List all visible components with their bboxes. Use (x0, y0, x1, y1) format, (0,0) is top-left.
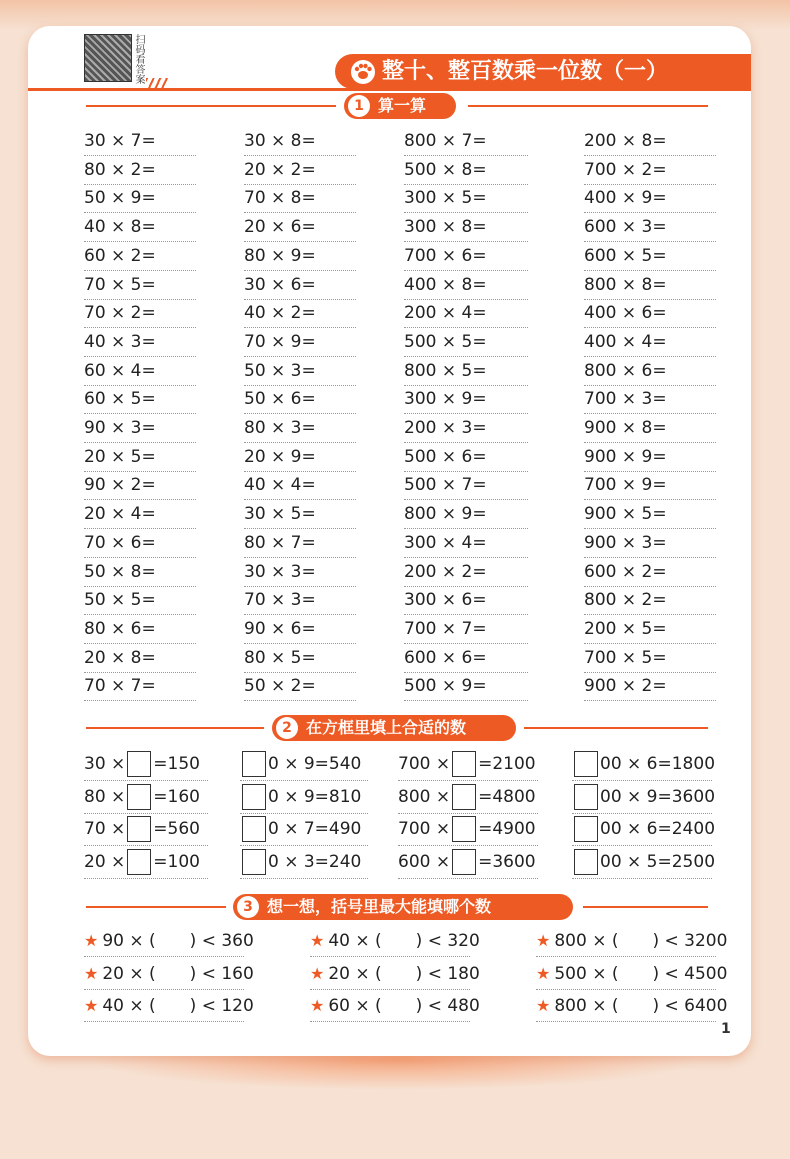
star-icon: ★ (310, 996, 325, 1015)
calc-problem[interactable]: 50 × 9= (84, 184, 196, 213)
calc-problem[interactable]: 20 × 4= (84, 500, 196, 529)
section3-line-left (86, 906, 226, 908)
calc-problem[interactable]: 800 × 2= (584, 586, 716, 615)
calc-problem[interactable]: 700 × 6= (404, 242, 528, 271)
problem-suffix: =150 (153, 754, 200, 774)
calc-problem[interactable]: 70 × 2= (84, 299, 196, 328)
inequality-problem[interactable] (84, 959, 254, 990)
star-icon: ★ (84, 963, 99, 983)
problem-prefix: 80 × (84, 786, 126, 807)
inequality-problem[interactable] (310, 926, 480, 957)
calc-problem[interactable]: 300 × 8= (404, 213, 528, 242)
fill-box-problem (398, 846, 538, 879)
calc-problem[interactable]: 50 × 2= (244, 672, 356, 701)
inequality-problem[interactable] (536, 991, 728, 1022)
answer-box[interactable] (452, 849, 476, 875)
section1-title: 算一算 (378, 96, 427, 115)
calc-problem[interactable]: 600 × 5= (584, 242, 716, 271)
calc-problem[interactable]: 70 × 3= (244, 586, 356, 615)
calc-problem[interactable]: 80 × 7= (244, 529, 356, 558)
inequality-problem[interactable] (536, 926, 728, 957)
calc-problem[interactable]: 800 × 8= (584, 271, 716, 300)
problem-suffix: 0 × 9=540 (268, 754, 362, 774)
calc-problem[interactable]: 30 × 7= (84, 127, 196, 156)
star-icon: ★ (310, 931, 325, 950)
calc-problem[interactable]: 900 × 9= (584, 443, 716, 472)
inequality-problem[interactable] (84, 926, 254, 957)
star-icon: ★ (310, 963, 325, 983)
page-number: 1 (721, 1021, 731, 1037)
fill-box-problem (240, 813, 368, 846)
fill-box-problem (572, 846, 716, 879)
problem-suffix: 00 × 6=2400 (600, 819, 716, 839)
problem-suffix: 00 × 5=2500 (600, 851, 716, 872)
calc-problem[interactable]: 700 × 9= (584, 471, 716, 500)
calc-problem[interactable]: 60 × 5= (84, 385, 196, 414)
calc-problem[interactable]: 90 × 6= (244, 615, 356, 644)
star-icon: ★ (84, 931, 99, 950)
section2-line-right (524, 727, 708, 729)
calc-problem[interactable]: 70 × 9= (244, 328, 356, 357)
problem-suffix: 00 × 6=1800 (600, 754, 716, 774)
calc-problem[interactable]: 700 × 5= (584, 644, 716, 673)
inequality-problem[interactable] (310, 959, 480, 990)
calc-problem[interactable]: 800 × 5= (404, 357, 528, 386)
section2-line-left (86, 727, 264, 729)
answer-box[interactable] (242, 751, 266, 777)
calc-problem[interactable]: 50 × 5= (84, 586, 196, 615)
problem-suffix: 0 × 9=810 (268, 786, 362, 807)
calc-problem[interactable]: 800 × 6= (584, 357, 716, 386)
problem-suffix: =160 (153, 786, 200, 807)
calc-problem[interactable]: 800 × 9= (404, 500, 528, 529)
problem-suffix: =100 (153, 851, 200, 872)
problem-prefix: 20 × (84, 851, 126, 872)
calc-problem[interactable]: 30 × 5= (244, 500, 356, 529)
calc-problem[interactable]: 50 × 3= (244, 357, 356, 386)
page-title: 整十、整百数乘一位数（一） (382, 59, 669, 84)
section2-header (272, 715, 516, 741)
fill-box-problem (572, 748, 716, 781)
answer-box[interactable] (127, 816, 151, 842)
answer-box[interactable] (574, 784, 598, 810)
inequality-text: 90 × ( ) < 360 (102, 931, 254, 951)
calc-problem[interactable]: 500 × 7= (404, 471, 528, 500)
calc-problem[interactable]: 300 × 4= (404, 529, 528, 558)
answer-box[interactable] (574, 816, 598, 842)
calc-problem[interactable]: 200 × 8= (584, 127, 716, 156)
problem-prefix: 30 × (84, 754, 126, 774)
inequality-problem[interactable] (310, 991, 480, 1022)
worksheet-page (28, 26, 751, 1056)
calc-problem[interactable]: 500 × 8= (404, 156, 528, 185)
calc-problem[interactable]: 70 × 6= (84, 529, 196, 558)
calc-problem[interactable]: 80 × 2= (84, 156, 196, 185)
fill-box-problem (84, 846, 208, 879)
inequality-text: 500 × ( ) < 4500 (554, 963, 728, 984)
answer-box[interactable] (242, 849, 266, 875)
calc-problem[interactable]: 500 × 5= (404, 328, 528, 357)
inequality-text: 20 × ( ) < 180 (328, 963, 480, 984)
inequality-problem[interactable] (536, 959, 728, 990)
section3-number: 3 (237, 896, 259, 918)
answer-box[interactable] (452, 751, 476, 777)
answer-box[interactable] (127, 849, 151, 875)
problem-suffix: =4900 (478, 819, 536, 839)
problem-suffix: =3600 (478, 851, 536, 872)
inequality-text: 20 × ( ) < 160 (102, 963, 254, 984)
fill-box-problem (572, 813, 716, 846)
star-icon: ★ (536, 931, 551, 950)
calc-problem[interactable]: 70 × 7= (84, 672, 196, 701)
problem-suffix: =2100 (478, 754, 536, 774)
calc-problem[interactable]: 500 × 6= (404, 443, 528, 472)
calc-problem[interactable]: 80 × 3= (244, 414, 356, 443)
section1-line-left (86, 105, 336, 107)
answer-box[interactable] (242, 784, 266, 810)
section3-line-right (583, 906, 708, 908)
calc-problem[interactable]: 20 × 9= (244, 443, 356, 472)
calc-problem[interactable]: 600 × 6= (404, 644, 528, 673)
calc-problem[interactable]: 80 × 6= (84, 615, 196, 644)
calc-problem[interactable]: 700 × 3= (584, 385, 716, 414)
calc-problem[interactable]: 20 × 6= (244, 213, 356, 242)
calc-problem[interactable]: 50 × 8= (84, 558, 196, 587)
fill-box-problem (240, 748, 368, 781)
fill-box-problem (240, 846, 368, 879)
calc-problem[interactable]: 200 × 4= (404, 299, 528, 328)
calc-problem[interactable]: 80 × 9= (244, 242, 356, 271)
calc-problem[interactable]: 20 × 8= (84, 644, 196, 673)
calc-problem[interactable]: 200 × 2= (404, 558, 528, 587)
star-icon: ★ (536, 996, 551, 1015)
problem-suffix: =560 (153, 819, 200, 839)
problem-prefix: 700 × (398, 819, 451, 839)
answer-box[interactable] (574, 849, 598, 875)
calc-problem[interactable]: 200 × 3= (404, 414, 528, 443)
calc-problem[interactable]: 20 × 2= (244, 156, 356, 185)
calc-problem[interactable]: 20 × 5= (84, 443, 196, 472)
calc-problem[interactable]: 300 × 9= (404, 385, 528, 414)
calc-problem[interactable]: 80 × 5= (244, 644, 356, 673)
paw-icon (350, 59, 376, 85)
calc-problem[interactable]: 900 × 2= (584, 672, 716, 701)
calc-problem[interactable]: 900 × 3= (584, 529, 716, 558)
problem-suffix: 0 × 3=240 (268, 851, 362, 872)
star-icon: ★ (536, 963, 551, 983)
calc-problem[interactable]: 40 × 8= (84, 213, 196, 242)
calc-problem[interactable]: 50 × 6= (244, 385, 356, 414)
calc-problem[interactable]: 800 × 7= (404, 127, 528, 156)
answer-box[interactable] (242, 816, 266, 842)
problem-prefix: 70 × (84, 819, 126, 839)
problem-suffix: 0 × 7=490 (268, 819, 362, 839)
problem-prefix: 700 × (398, 754, 451, 774)
section3-header (233, 894, 573, 920)
calc-problem[interactable]: 700 × 2= (584, 156, 716, 185)
inequality-text: 40 × ( ) < 120 (102, 996, 254, 1016)
problem-suffix: 00 × 9=3600 (600, 786, 716, 807)
answer-box[interactable] (452, 816, 476, 842)
fill-box-problem (398, 813, 538, 846)
calc-problem[interactable]: 600 × 3= (584, 213, 716, 242)
fill-box-problem (240, 781, 368, 814)
calc-problem[interactable]: 70 × 5= (84, 271, 196, 300)
section1-number: 1 (348, 95, 370, 117)
fill-box-problem (572, 781, 716, 814)
problem-prefix: 800 × (398, 786, 451, 807)
section3-title: 想一想，括号里最大能填哪个数 (267, 897, 492, 916)
calc-problem[interactable]: 200 × 5= (584, 615, 716, 644)
calc-problem[interactable]: 400 × 8= (404, 271, 528, 300)
calc-problem[interactable]: 700 × 7= (404, 615, 528, 644)
inequality-text: 800 × ( ) < 3200 (554, 931, 728, 951)
star-icon: ★ (84, 996, 99, 1015)
fill-box-problem (84, 781, 208, 814)
calc-problem[interactable]: 600 × 2= (584, 558, 716, 587)
section1-header (344, 93, 456, 119)
answer-box[interactable] (452, 784, 476, 810)
calc-problem[interactable]: 40 × 3= (84, 328, 196, 357)
qr-label: 扫码看答案 (133, 34, 144, 84)
inequality-text: 800 × ( ) < 6400 (554, 996, 728, 1016)
calc-problem[interactable]: 40 × 4= (244, 471, 356, 500)
fill-box-problem (398, 781, 538, 814)
fill-box-problem (84, 748, 208, 781)
calc-problem[interactable]: 70 × 8= (244, 184, 356, 213)
title-deco-stripes (146, 78, 168, 88)
calc-problem[interactable]: 900 × 8= (584, 414, 716, 443)
qr-code[interactable] (84, 34, 132, 82)
calc-problem[interactable]: 90 × 2= (84, 471, 196, 500)
calc-problem[interactable]: 300 × 5= (404, 184, 528, 213)
problem-prefix: 600 × (398, 851, 451, 872)
calc-problem[interactable]: 300 × 6= (404, 586, 528, 615)
section2-number: 2 (276, 717, 298, 739)
calc-problem[interactable]: 400 × 9= (584, 184, 716, 213)
fill-box-problem (398, 748, 538, 781)
calc-problem[interactable]: 60 × 4= (84, 357, 196, 386)
calc-problem[interactable]: 30 × 6= (244, 271, 356, 300)
calc-problem[interactable]: 30 × 8= (244, 127, 356, 156)
calc-problem[interactable]: 900 × 5= (584, 500, 716, 529)
section2-title: 在方框里填上合适的数 (306, 718, 467, 737)
section1-line-right (468, 105, 708, 107)
inequality-problem[interactable] (84, 991, 254, 1022)
calc-problem[interactable]: 60 × 2= (84, 242, 196, 271)
answer-box[interactable] (574, 751, 598, 777)
inequality-text: 40 × ( ) < 320 (328, 931, 480, 951)
inequality-text: 60 × ( ) < 480 (328, 996, 480, 1016)
calc-problem[interactable]: 40 × 2= (244, 299, 356, 328)
calc-problem[interactable]: 500 × 9= (404, 672, 528, 701)
fill-box-problem (84, 813, 208, 846)
calc-problem[interactable]: 30 × 3= (244, 558, 356, 587)
calc-problem[interactable]: 90 × 3= (84, 414, 196, 443)
problem-suffix: =4800 (478, 786, 536, 807)
calc-problem[interactable]: 400 × 4= (584, 328, 716, 357)
answer-box[interactable] (127, 751, 151, 777)
calc-problem[interactable]: 400 × 6= (584, 299, 716, 328)
answer-box[interactable] (127, 784, 151, 810)
